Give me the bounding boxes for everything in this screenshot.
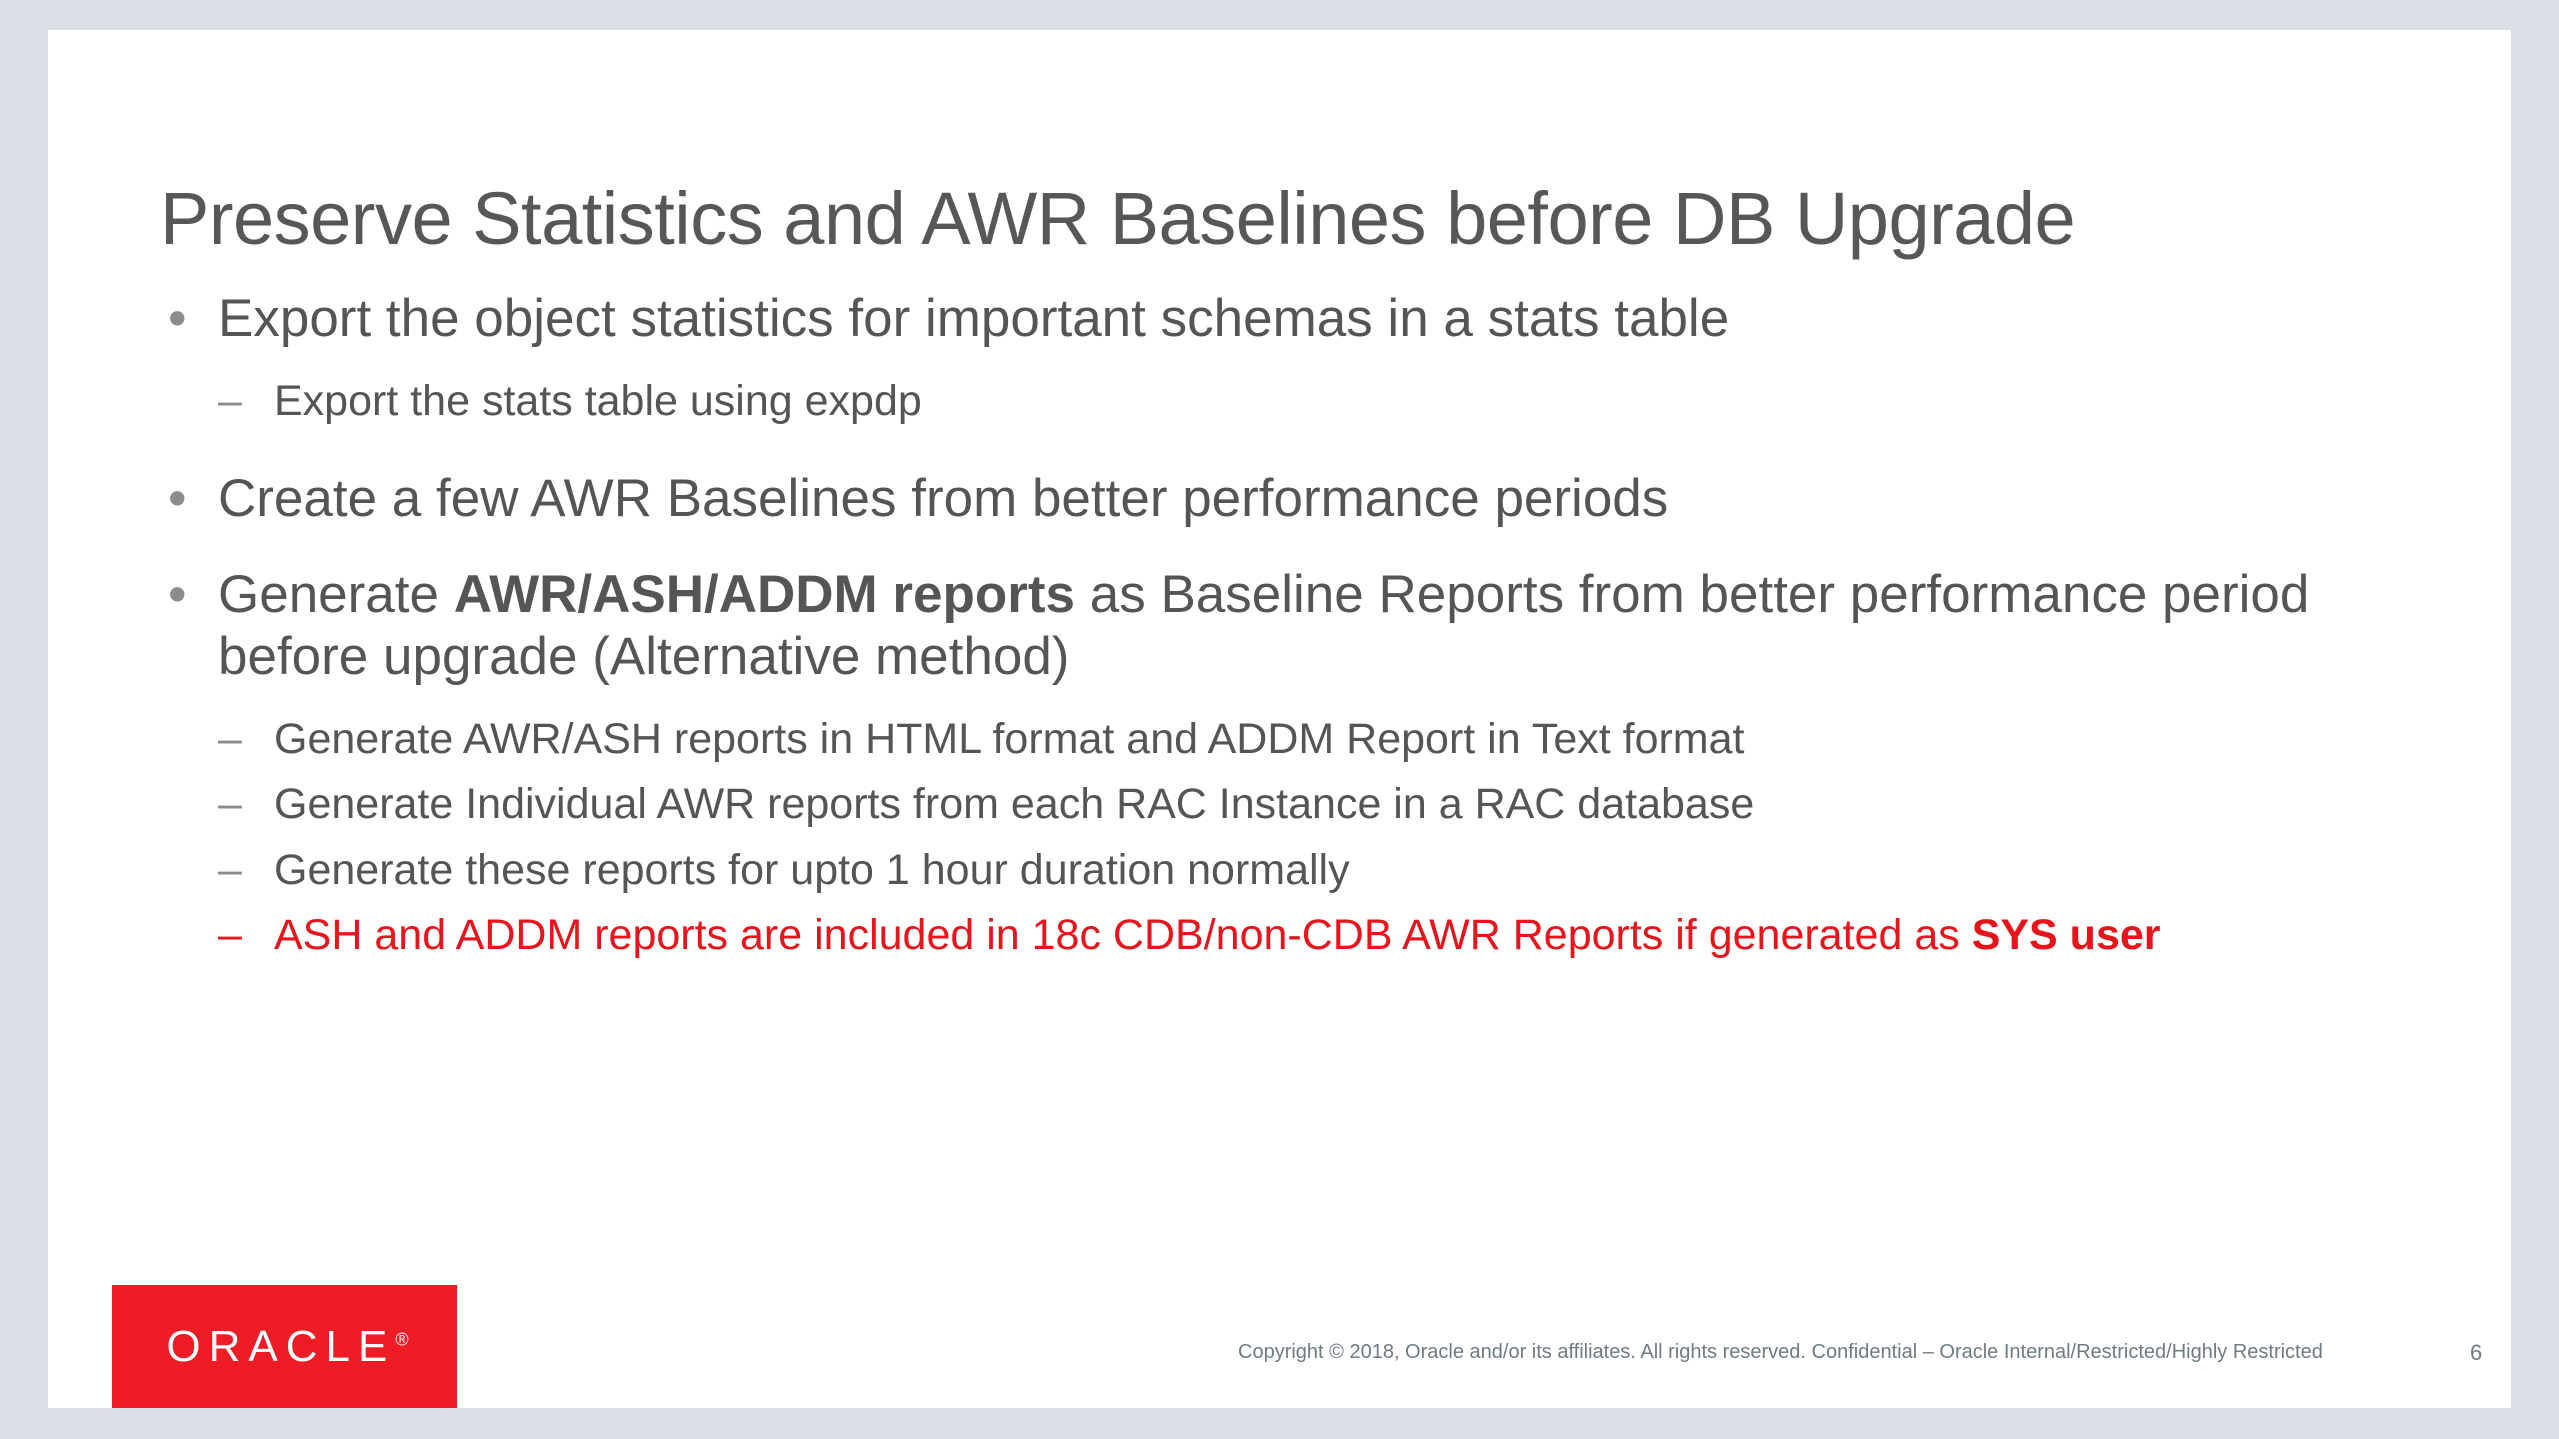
slide-footer [48, 1282, 2511, 1408]
dash-marker-icon: – [218, 845, 242, 894]
bullet-text-bold: SYS user [1971, 911, 2161, 960]
bullet-text: Generate AWR/ASH reports in HTML format and ADDM Report in Text format [274, 714, 1745, 763]
oracle-wordmark-text: ORACLE [166, 1321, 396, 1371]
dash-marker-icon: – [218, 714, 242, 763]
spacer [156, 358, 2466, 376]
spacer [156, 696, 2466, 714]
slide-body [156, 288, 2466, 976]
bullet-marker-icon: • [168, 564, 187, 624]
spacer [156, 442, 2466, 468]
slide [48, 30, 2511, 1408]
bullet-text: Export the object statistics for important schemas in a stats table [218, 289, 1730, 348]
oracle-wordmark [160, 1322, 408, 1372]
bullet-text-prefix: Generate [218, 564, 454, 624]
bullet-level1 [156, 468, 2466, 530]
dash-marker-icon: – [218, 911, 242, 960]
bullet-level1 [156, 564, 2466, 688]
bullet-level2 [156, 845, 2466, 897]
bullet-level2 [156, 714, 2466, 766]
bullet-marker-icon: • [168, 468, 187, 528]
bullet-level1 [156, 288, 2466, 350]
page-title: Preserve Statistics and AWR Baselines before DB Upgrade [160, 177, 2076, 260]
bullet-text-suffix: as Baseline Reports from better performance period before upgrade (Alternative method) [218, 564, 2310, 686]
bullet-text-bold: AWR/ASH/ADDM reports [453, 564, 1076, 624]
registered-mark-icon: ® [395, 1328, 409, 1349]
dash-marker-icon: – [218, 780, 242, 829]
bullet-text: Export the stats table using expdp [274, 377, 922, 425]
bullet-text-prefix: ASH and ADDM reports are included in 18c CDB/non-CDB AWR Reports if generated as [274, 911, 1972, 960]
bullet-level2 [156, 376, 2466, 428]
copyright-text: Copyright © 2018, Oracle and/or its affiliates. All rights reserved. Confidential – Oracle Internal/Restricted/Highly Restricted [1238, 1341, 2323, 1363]
bullet-marker-icon: • [168, 289, 187, 348]
spacer [156, 538, 2466, 564]
bullet-text: Create a few AWR Baselines from better performance periods [218, 468, 1669, 528]
bullet-level2 [156, 779, 2466, 831]
bullet-text: Generate these reports for upto 1 hour duration normally [274, 845, 1350, 894]
page-number: 6 [2470, 1340, 2483, 1365]
oracle-logo [112, 1285, 457, 1408]
bullet-text: Generate Individual AWR reports from each RAC Instance in a RAC database [274, 780, 1755, 829]
bullet-level2-highlight [156, 910, 2466, 962]
dash-marker-icon: – [218, 377, 242, 425]
